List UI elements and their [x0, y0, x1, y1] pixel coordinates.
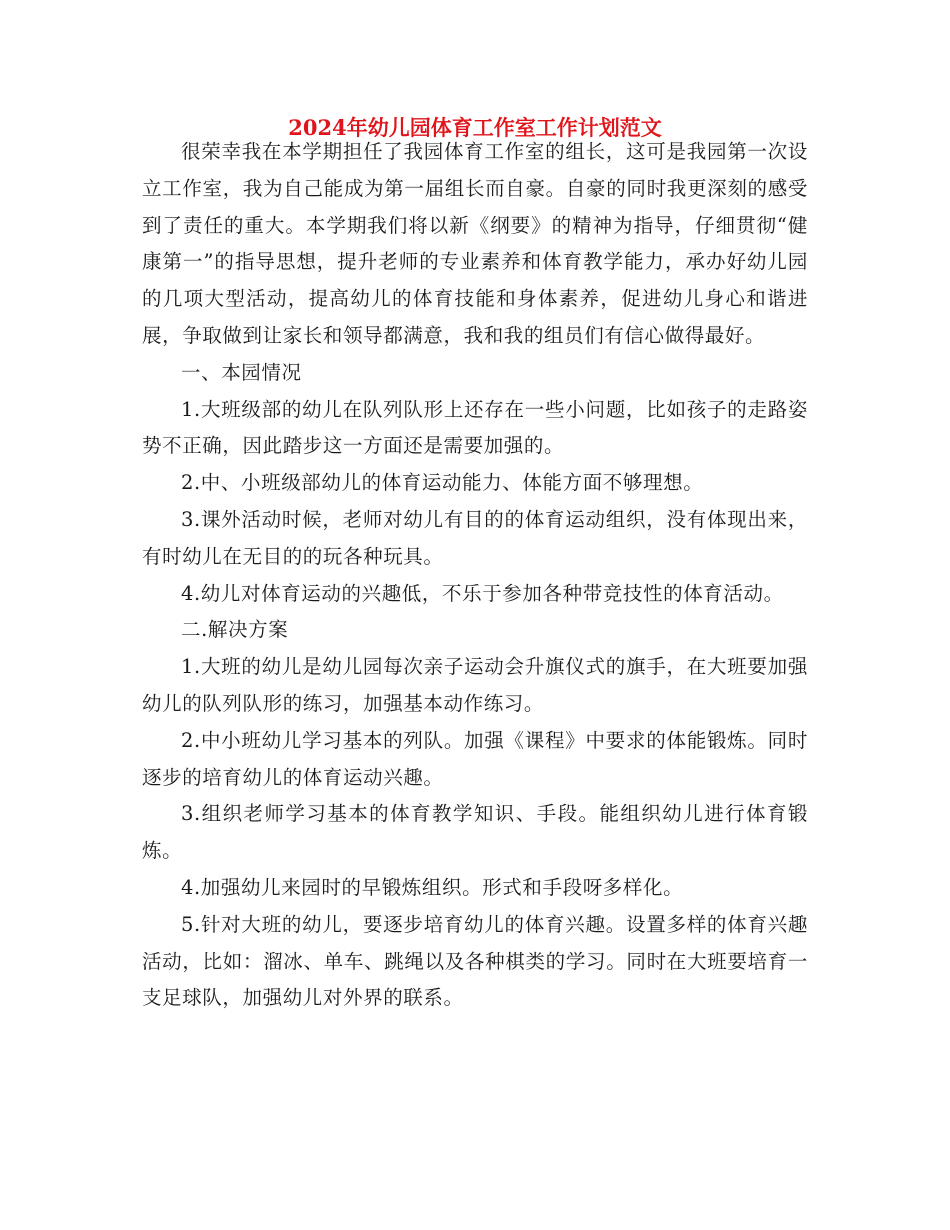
paragraph: 4.加强幼儿来园时的早锻炼组织。形式和手段呀多样化。: [181, 875, 684, 899]
paragraph: 1.大班的幼儿是幼儿园每次亲子运动会升旗仪式的旗手，在大班要加强幼儿的队列队形的练习，加强基本动作练习。: [142, 655, 808, 715]
section-heading-2: 二.解决方案: [181, 618, 289, 642]
paragraph: 3.组织老师学习基本的体育教学知识、手段。能组织幼儿进行体育锻炼。: [142, 802, 808, 863]
paragraph: 2.中小班幼儿学习基本的列队。加强《课程》中要求的体能锻炼。同时逐步的培育幼儿的体育运动兴趣。: [142, 728, 808, 789]
document-title: 2024年幼儿园体育工作室工作计划范文: [288, 115, 662, 140]
document-body: [142, 134, 808, 1017]
paragraph: 1.大班级部的幼儿在队列队形上还存在一些小问题，比如孩子的走路姿势不正确，因此踏步这一方面还是需要加强的。: [142, 397, 808, 458]
intro-paragraph: 很荣幸我在本学期担任了我园体育工作室的组长，这可是我园第一次设立工作室，我为自己能成为第一届组长而自豪。自豪的同时我更深刻的感受到了责任的重大。本学期我们将以新《纲要》的精神为指导，仔细贯彻“健康第一”的指导思想，提升老师的专业素养和体育教学能力，承办好幼儿园的几项大型活动，提高幼儿的体育技能和身体素养，促进幼儿身心和谐进展，争取做到让家长和领导都满意，我和我的组员们有信心做得最好。: [142, 140, 808, 347]
paragraph: 4.幼儿对体育运动的兴趣低，不乐于参加各种带竞技性的体育活动。: [181, 581, 784, 605]
paragraph: 5.针对大班的幼儿，要逐步培育幼儿的体育兴趣。设置多样的体育兴趣活动，比如：溜冰、单车、跳绳以及各种棋类的学习。同时在大班要培育一支足球队，加强幼儿对外界的联系。: [142, 912, 808, 1010]
section-heading-1: 一、本园情况: [181, 360, 302, 384]
paragraph: 3.课外活动时候，老师对幼儿有目的的体育运动组织，没有体现出来，有时幼儿在无目的的玩各种玩具。: [142, 507, 808, 568]
paragraph: 2.中、小班级部幼儿的体育运动能力、体能方面不够理想。: [181, 471, 704, 495]
